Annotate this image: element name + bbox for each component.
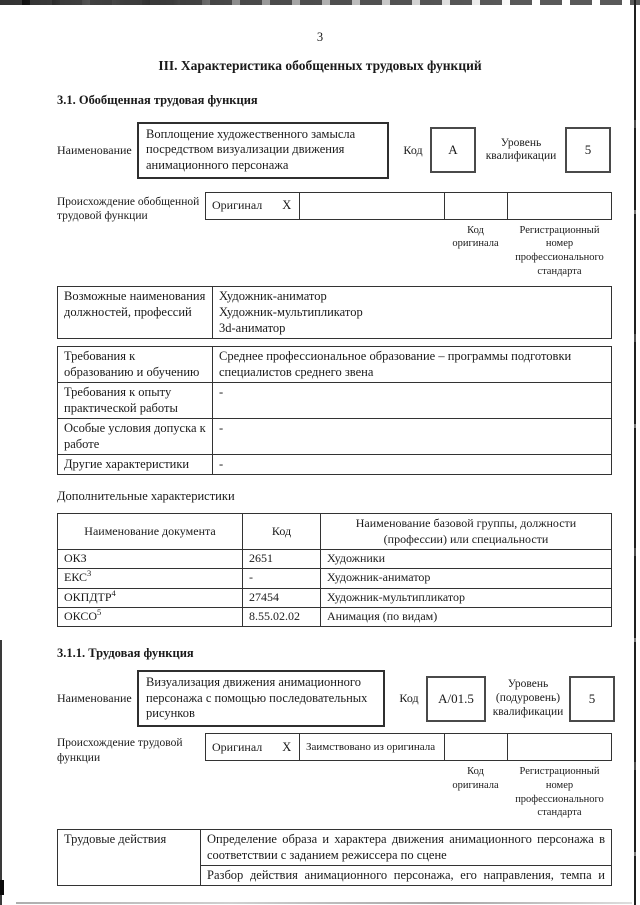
column-header-code: Код — [243, 514, 321, 550]
documents-table — [57, 513, 612, 627]
section-3-1-1-heading: 3.1.1. Трудовая функция — [57, 646, 194, 661]
group-name-cell: Художник-мультипликатор — [321, 588, 612, 607]
origin-label: Происхождение трудовой функции — [57, 737, 183, 764]
gtf-origin-block — [57, 192, 612, 279]
origin-label: Происхождение обобщенной трудовой функции — [57, 195, 200, 223]
table-row — [58, 588, 612, 607]
origin-table-wrap — [205, 733, 612, 820]
original-x-mark: X — [282, 198, 292, 213]
origin-table — [205, 733, 612, 761]
labor-actions-table — [57, 829, 612, 886]
origin-table — [205, 192, 612, 220]
spacer — [205, 224, 444, 279]
scan-artifact-left-edge — [0, 640, 2, 905]
group-name-cell: Анимация (по видам) — [321, 608, 612, 627]
origin-regnumber-cell — [508, 193, 611, 219]
additional-characteristics-heading: Дополнительные характеристики — [57, 489, 235, 504]
column-header-group-name: Наименование базовой группы, должности (профессии) или специальности — [321, 514, 612, 550]
table-row — [58, 455, 612, 475]
requirement-value: - — [213, 455, 612, 475]
table-header-row — [58, 514, 612, 550]
code-original-label: Код оригинала — [452, 224, 499, 250]
tf-level-box: 5 — [569, 676, 615, 722]
origin-borrowed-cell: Заимствовано из оригинала — [300, 734, 445, 760]
tf-name-block — [57, 670, 612, 727]
footnote-ref: 3 — [87, 568, 92, 579]
group-name-cell: Художник-аниматор — [321, 569, 612, 588]
origin-original-cell — [206, 734, 300, 760]
job-title: 3d-аниматор — [219, 321, 286, 336]
scan-artifact-bottom-edge — [16, 902, 632, 904]
spacer — [205, 765, 444, 820]
origin-original-cell — [206, 193, 300, 219]
footnote-ref: 5 — [97, 607, 102, 618]
table-row — [58, 569, 612, 588]
name-label: Наименование — [57, 691, 132, 706]
requirement-label: Требования к образованию и обучению — [58, 347, 213, 383]
original-label: Оригинал — [212, 739, 263, 754]
doc-cell — [58, 550, 243, 569]
table-row — [58, 419, 612, 455]
doc-cell — [58, 608, 243, 627]
scan-artifact-right-edge — [634, 0, 636, 905]
labor-action: Разбор действия анимационного персонажа, его направления, темпа и — [201, 865, 612, 885]
tf-origin-block — [57, 733, 612, 820]
origin-borrowed-cell — [300, 193, 445, 219]
code-cell: - — [243, 569, 321, 588]
job-titles-table — [57, 286, 612, 339]
group-name-cell: Художники — [321, 550, 612, 569]
origin-table-wrap — [205, 192, 612, 279]
scan-artifact-blob — [0, 880, 4, 895]
registration-number-label: Регистрационный номер профессионального стандарта — [515, 224, 604, 277]
requirement-label: Требования к опыту практической работы — [58, 383, 213, 419]
code-cell: 27454 — [243, 588, 321, 607]
doc-name: ОКСО — [64, 609, 98, 624]
code-cell: 8.55.02.02 — [243, 608, 321, 627]
registration-number-label: Регистрационный номер профессионального стандарта — [515, 766, 604, 819]
job-title: Художник-аниматор — [219, 289, 327, 304]
table-row — [58, 287, 612, 339]
page-content — [57, 93, 612, 886]
tf-name-value-box: Визуализация движения анимационного персонажа с помощью последовательных рисунков — [137, 670, 385, 727]
gtf-level-box: 5 — [565, 127, 611, 173]
gtf-code-box: А — [430, 127, 476, 173]
origin-under-labels — [205, 765, 612, 820]
requirement-value: - — [213, 419, 612, 455]
gtf-name-block — [57, 122, 612, 179]
column-header-document: Наименование документа — [58, 514, 243, 550]
requirement-value: - — [213, 383, 612, 419]
original-label: Оригинал — [212, 198, 263, 213]
doc-name: ОКЗ — [64, 551, 87, 566]
footnote-ref: 4 — [111, 587, 116, 598]
table-row — [58, 608, 612, 627]
doc-name: ОКПДТР — [64, 589, 112, 604]
requirement-label: Особые условия допуска к работе — [58, 419, 213, 455]
gtf-name-value-box: Воплощение художественного замысла посредством визуализации движения анимационного персонажа — [137, 122, 389, 179]
labor-actions-label: Трудовые действия — [58, 829, 201, 885]
name-label: Наименование — [57, 142, 132, 157]
origin-regnumber-cell — [508, 734, 611, 760]
qualification-level-label: Уровень квалификации — [485, 136, 557, 163]
job-titles-values — [213, 287, 612, 339]
requirements-table — [57, 346, 612, 475]
doc-name: ЕКС — [64, 570, 88, 585]
job-titles-label: Возможные наименования должностей, профессий — [58, 287, 213, 339]
section-3-1-heading: 3.1. Обобщенная трудовая функция — [57, 93, 258, 107]
page-number: 3 — [316, 30, 324, 44]
table-row — [58, 347, 612, 383]
qualification-sublevel-label: Уровень (подуровень) квалификации — [492, 678, 564, 718]
page-title: III. Характеристика обобщенных трудовых функций — [158, 58, 482, 73]
table-row — [58, 550, 612, 569]
original-x-mark: X — [282, 739, 292, 754]
code-cell: 2651 — [243, 550, 321, 569]
tf-code-box: А/01.5 — [426, 676, 486, 722]
origin-code-cell — [445, 734, 508, 760]
requirement-value: Среднее профессиональное образование – программы подготовки специалистов среднего звена — [213, 347, 612, 383]
code-label: Код — [399, 691, 419, 706]
doc-cell — [58, 588, 243, 607]
scan-artifact-top-edge — [0, 0, 640, 5]
code-original-label: Код оригинала — [452, 766, 499, 791]
table-row — [58, 829, 612, 865]
doc-cell — [58, 569, 243, 588]
code-label: Код — [403, 142, 423, 157]
table-row — [58, 383, 612, 419]
origin-code-cell — [445, 193, 508, 219]
origin-under-labels — [205, 224, 612, 279]
labor-action: Определение образа и характера движения анимационного персонажа в соответствии с заданием режиссера по сцене — [201, 829, 612, 865]
job-title: Художник-мультипликатор — [219, 305, 363, 320]
requirement-label: Другие характеристики — [58, 455, 213, 475]
